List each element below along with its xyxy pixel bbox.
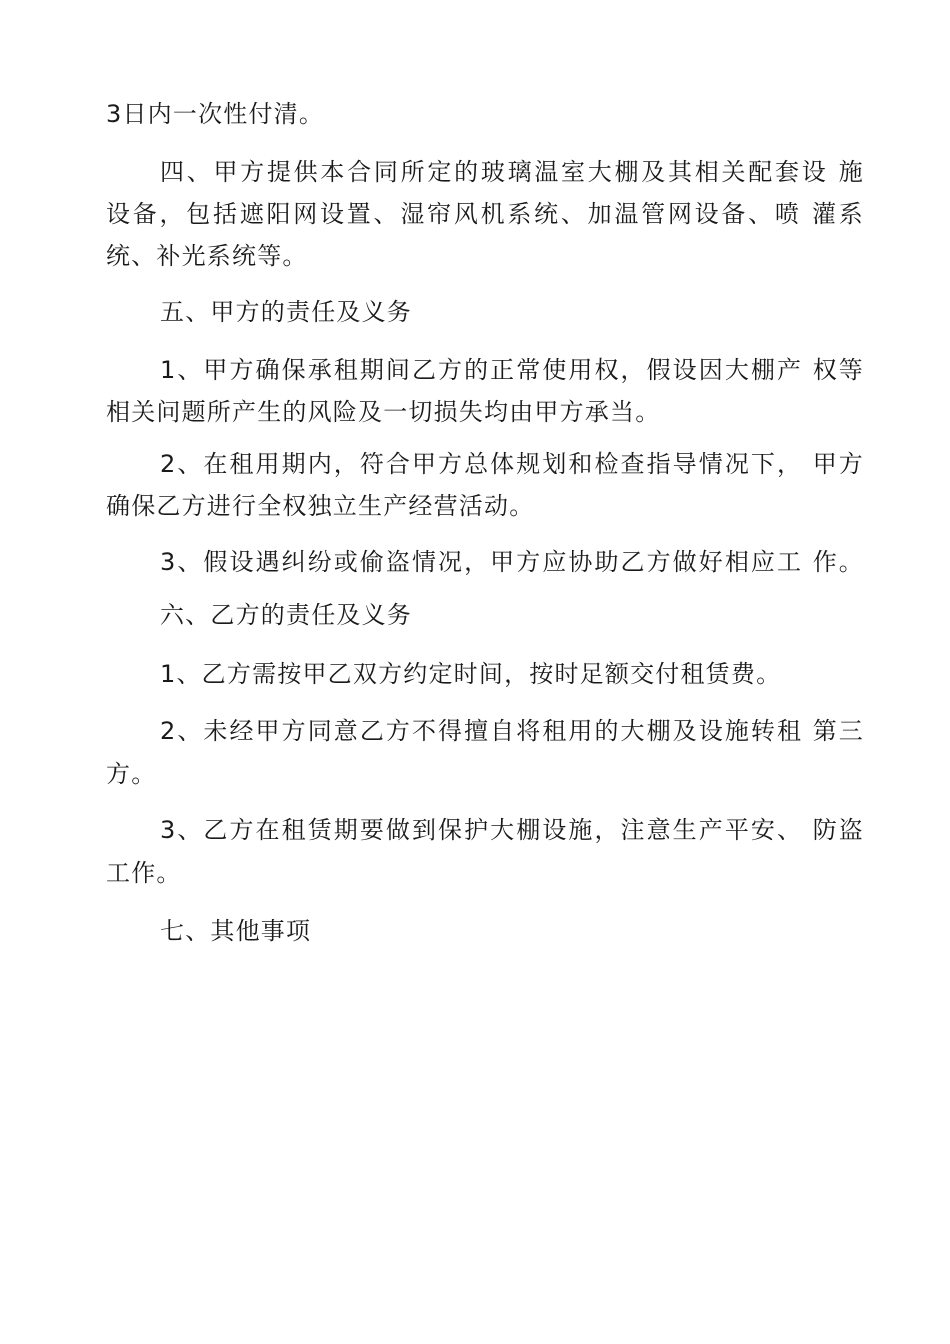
section-heading-party-a-duties: 五、甲方的责任及义务: [160, 298, 412, 326]
text-line-clause-four-end: 统、补光系统等。: [106, 242, 308, 270]
text-line-party-a-item-one-end: 相关问题所产生的风险及一切损失均由甲方承当。: [106, 398, 661, 426]
text-line-party-a-item-three: 3、假设遇纠纷或偷盗情况，甲方应协助乙方做好相应工 作。: [160, 548, 864, 576]
text-line-party-b-item-two-start: 2、未经甲方同意乙方不得擅自将租用的大棚及设施转租 第三: [160, 717, 864, 745]
text-line-party-b-item-three-start: 3、乙方在租赁期要做到保护大棚设施，注意生产平安、 防盗: [160, 816, 864, 844]
text-line-party-b-item-two-end: 方。: [106, 760, 157, 788]
text-line-party-a-item-one-start: 1、甲方确保承租期间乙方的正常使用权，假设因大棚产 权等: [160, 356, 864, 384]
text-line-clause-four-middle: 设备，包括遮阳网设置、湿帘风机系统、加温管网设备、喷 灌系: [106, 200, 864, 228]
text-line-party-b-item-one: 1、乙方需按甲乙双方约定时间，按时足额交付租赁费。: [160, 660, 782, 688]
text-line-party-a-item-two-start: 2、在租用期内，符合甲方总体规划和检查指导情况下， 甲方: [160, 450, 864, 478]
text-line-payment-terms: 3日内一次性付清。: [106, 100, 325, 128]
section-heading-other-matters: 七、其他事项: [160, 917, 312, 945]
text-line-clause-four-start: 四、甲方提供本合同所定的玻璃温室大棚及其相关配套设 施: [160, 158, 864, 186]
text-line-party-a-item-two-end: 确保乙方进行全权独立生产经营活动。: [106, 492, 535, 520]
section-heading-party-b-duties: 六、乙方的责任及义务: [160, 601, 412, 629]
text-line-party-b-item-three-end: 工作。: [106, 859, 182, 887]
